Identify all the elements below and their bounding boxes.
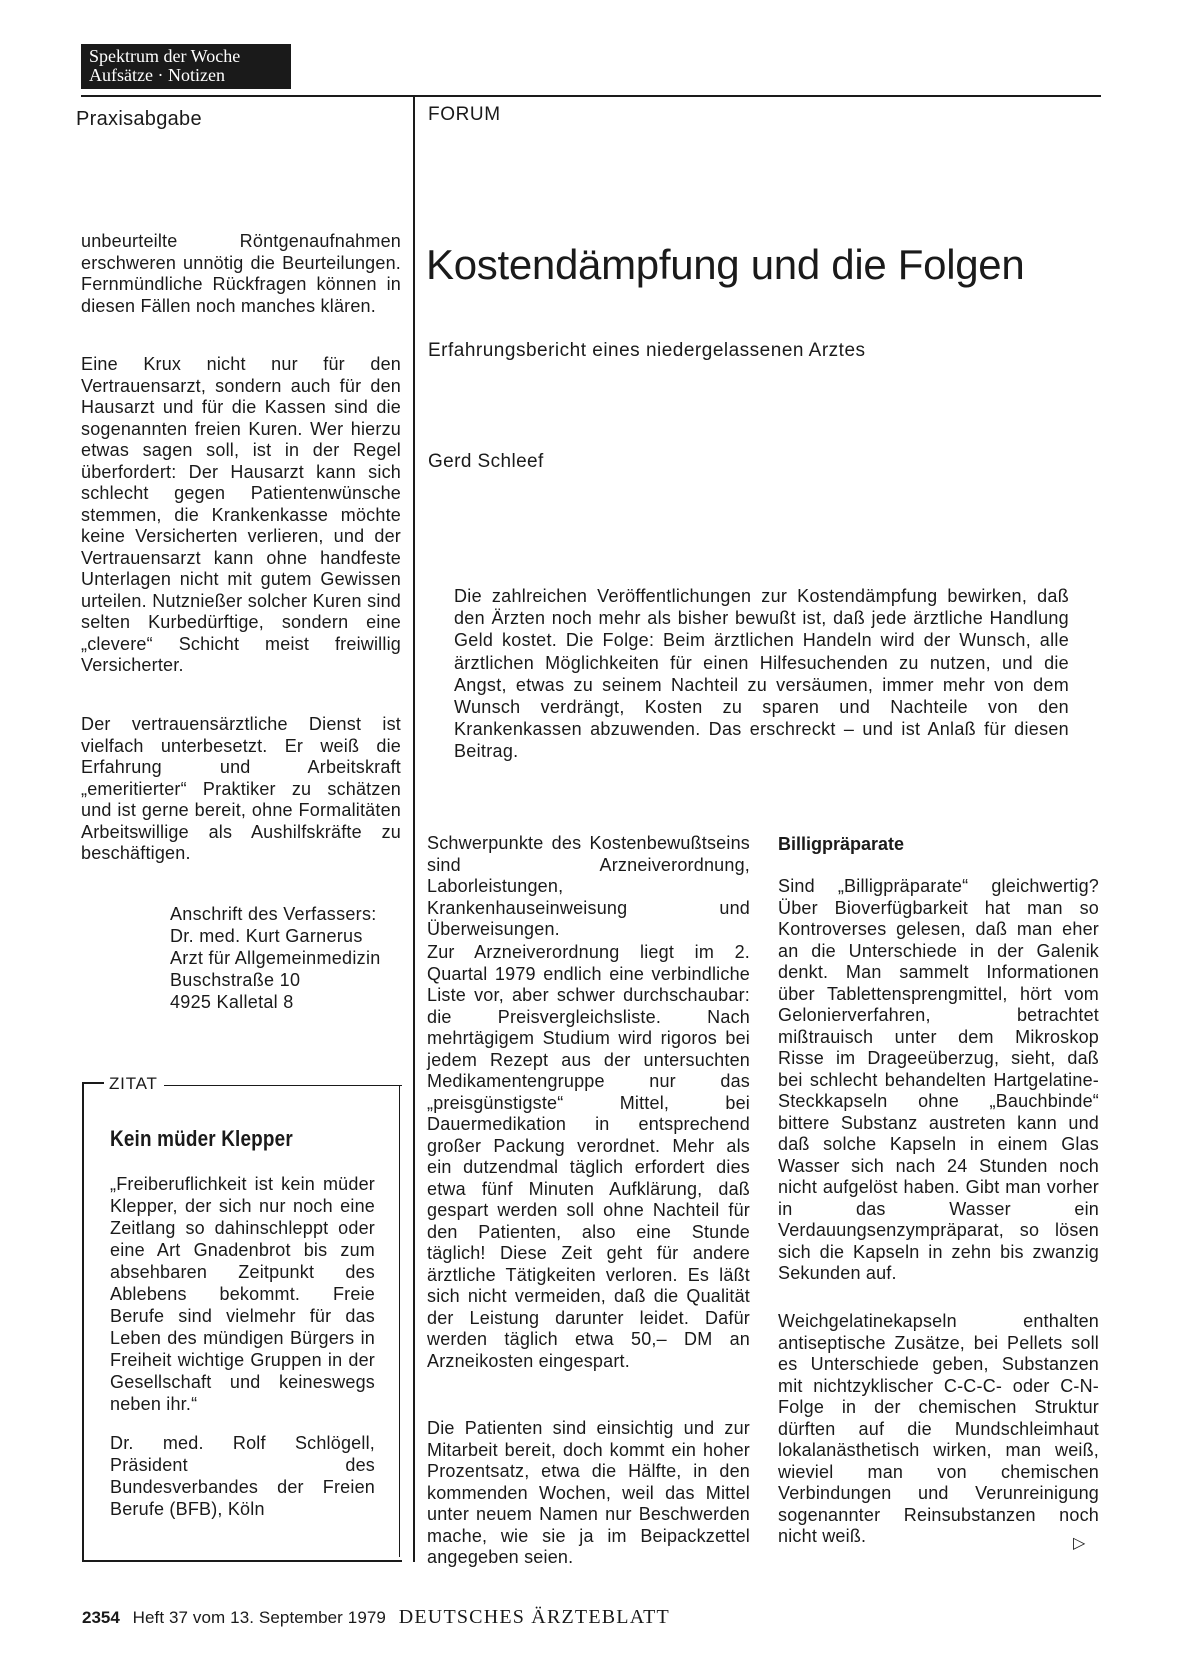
left-paragraph-3: Der vertrauensärztliche Dienst ist vielfach unterbesetzt. Er weiß die Erfahrung und Arbeitskraft „emeritierter“ Praktiker zu schätzen und ist gerne bereit, ohne Formalitäten Arbeitswillige als Aushilfskräfte zu beschäftigen. — [81, 714, 401, 863]
quote-box-corner — [82, 1082, 104, 1084]
right-paragraph-2: Weichgelatinekapseln enthalten antiseptische Zusätze, bei Pellets soll es Unterschiede geben, Substanzen mit nichtzyklischer C-C-C- oder C-N- Folge in der chemischen Struktur dürften auf die Mundschleimhaut lokalanästhetisch wirken, man weiß, wieviel man von chemischen Verbindungen und Verunreinigung sogenannter Reinsubstanzen noch nicht weiß. — [778, 1311, 1099, 1546]
issue-info: Heft 37 vom 13. September 1979 — [132, 1608, 386, 1627]
right-paragraph-1: Sind „Billigpräparate“ gleichwertig? Über Bioverfügbarkeit hat man so Kontroverses gelesen, daß man eher an die Unterschiede in der Galenik denkt. Man sammelt Informationen über Tablettensprengmittel, hört vom Gelonierverfahren, betrachtet mißtrauisch unter dem Mikroskop Risse im Drageeüberzug, sieht, daß bei schlecht behandelten Hartgelatine-Steckkapseln ohne „Bauchbinde“ bittere Substanz austreten kann und daß solche Kapseln in einem Glas Wasser sich nach 24 Stunden noch nicht aufgelöst haben. Gibt man vorher in das Wasser ein Verdauungsenzympräparat, so lösen sich die Kapseln in zehn bis zwanzig Sekunden auf. — [778, 876, 1099, 1283]
author-address — [170, 903, 381, 1013]
address-name: Dr. med. Kurt Garnerus — [170, 926, 363, 946]
article-title: Kostendämpfung und die Folgen — [426, 241, 1025, 288]
section-badge-line1: Spektrum der Woche — [89, 46, 241, 66]
continue-arrow-icon: ▷ — [1073, 1535, 1086, 1552]
right-section-header: FORUM — [428, 104, 501, 125]
address-street: Buschstraße 10 — [170, 970, 301, 990]
column-divider — [413, 97, 415, 1562]
top-rule — [81, 95, 1101, 97]
section-badge-line2: Aufsätze · Notizen — [89, 65, 225, 85]
left-section-header: Praxisabgabe — [76, 108, 202, 130]
quote-label: ZITAT — [106, 1074, 161, 1094]
page-number: 2354 — [82, 1608, 120, 1627]
article-author: Gerd Schleef — [428, 451, 544, 472]
mid-paragraph-2: Zur Arzneiverordnung liegt im 2. Quartal 1979 endlich eine verbindliche Liste vor, aber schwer durchschaubar: die Preisvergleichsliste. Nach mehrtägigem Studium wird rigoros bei jedem Rezept aus der untersuchten Medikamentengruppe nur das „preisgünstigste“ Mittel, bei Dauermedikation in entsprechend großer Packung verordnet. Mehr als ein dutzendmal täglich erfordert dies etwa fünf Minuten Aufklärung, daß gespart werden soll ohne Nachteil für den Patienten, also eine Stunde täglich! Diese Zeit geht für andere ärztliche Tätigkeiten verloren. Es läßt sich nicht vermeiden, daß die Qualität der Leistung darunter leidet. Dafür werden täglich etwa 50,– DM an Arzneikosten eingespart. — [427, 942, 750, 1371]
quote-box-right-rule — [399, 1085, 400, 1557]
address-title: Arzt für Allgemeinmedizin — [170, 948, 381, 968]
address-label: Anschrift des Verfassers: — [170, 904, 377, 924]
address-city: 4925 Kalletal 8 — [170, 992, 294, 1012]
article-subtitle: Erfahrungsbericht eines niedergelassenen Arztes — [428, 340, 866, 361]
quote-attribution: Dr. med. Rolf Schlögell, Präsident des Bundesverbandes der Freien Berufe (BFB), Köln — [110, 1433, 375, 1519]
journal-name: DEUTSCHES ÄRZTEBLATT — [398, 1606, 670, 1628]
mid-paragraph-3: Die Patienten sind einsichtig und zur Mitarbeit bereit, doch kommt ein hoher Prozentsatz, etwa die Hälfte, in den kommenden Wochen, weil das Mittel unter neuem Namen nur Beschwerden mache, wie sie ja im Beipackzettel angegeben seien. — [427, 1418, 750, 1567]
left-paragraph-2: Eine Krux nicht nur für den Vertrauensarzt, sondern auch für den Hausarzt und für die Kassen sind die sogenannten freien Kuren. Wer hierzu etwas sagen soll, ist in der Regel überfordert: Der Hausarzt kann sich schlecht gegen Patientenwünsche stemmen, die Krankenkasse möchte keine Versicherten verlieren, und der Vertrauensarzt kann ohne handfeste Unterlagen nicht mit gutem Gewissen urteilen. Nutznießer solcher Kuren sind selten Kurbedürftige, sondern eine „clevere“ Schicht meist freiwillig Versicherter. — [81, 354, 401, 675]
article-lead: Die zahlreichen Veröffentlichungen zur Kostendämpfung bewirken, daß den Ärzten noch mehr als bisher bewußt ist, daß jede ärztliche Handlung Geld kostet. Die Folge: Beim ärztlichen Handeln wird der Wunsch, alle ärztlichen Möglichkeiten für einen Hilfesuchenden zu nutzen, und die Angst, etwas zu seinem Nachteil zu versäumen, immer mehr von dem Wunsch verdrängt, Kosten zu sparen und Nachteile von den Krankenkassen abzuwenden. Das erschreckt – und ist Anlaß für diesen Beitrag. — [454, 586, 1069, 762]
subheading-billigpraeparate: Billigpräparate — [778, 834, 905, 854]
left-paragraph-1: unbeurteilte Röntgenaufnahmen erschweren unnötig die Beurteilungen. Fernmündliche Rückfragen können in diesen Fällen noch manches klären. — [81, 231, 401, 316]
section-badge — [81, 44, 291, 89]
mid-paragraph-1: Schwerpunkte des Kostenbewußtseins sind Arzneiverordnung, Laborleistungen, Krankenhauseinweisung und Überweisungen. — [427, 833, 750, 939]
quote-box-top-rule — [164, 1085, 402, 1086]
page-footer — [82, 1606, 670, 1629]
quote-text: „Freiberuflichkeit ist kein müder Klepper, der sich nur noch eine Zeitlang so dahinschleppt oder eine Art Gnadenbrot bis zum absehbaren Zeitpunkt des Ablebens bekommt. Freie Berufe sind vielmehr für das Leben des mündigen Bürgers in Freiheit wichtige Gruppen in der Gesellschaft und keineswegs neben ihr.“ — [110, 1174, 375, 1414]
quote-heading: Kein müder Klepper — [110, 1126, 293, 1151]
